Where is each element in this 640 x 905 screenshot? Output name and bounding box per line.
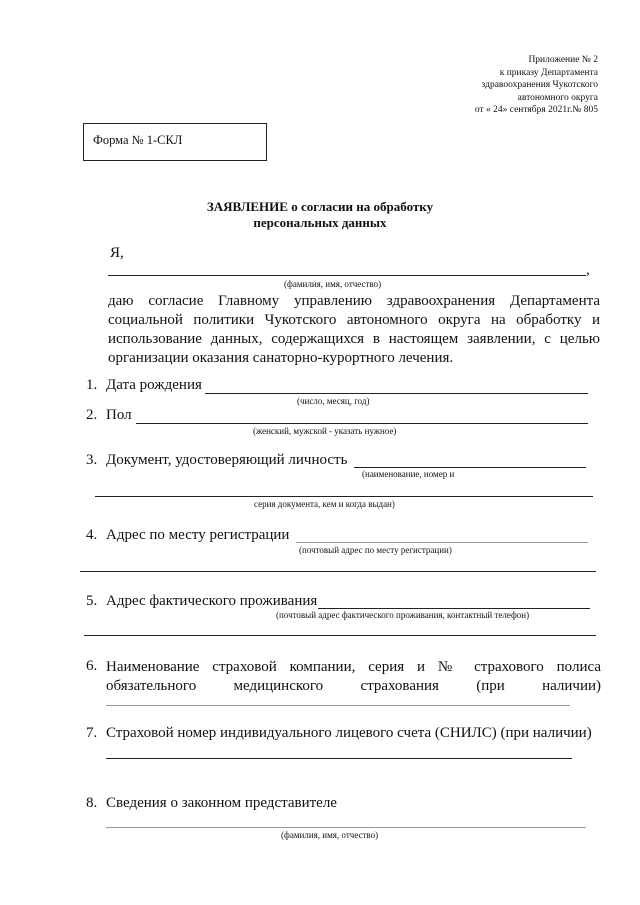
item-4-label: Адрес по месту регистрации bbox=[106, 527, 290, 543]
insurance-policy-line[interactable] bbox=[106, 705, 570, 706]
legal-representative-line[interactable] bbox=[106, 827, 586, 828]
item-5-label: Адрес фактического проживания bbox=[106, 593, 318, 609]
item-7-label: Страховой номер индивидуального лицевого счета (СНИЛС) (при наличии) bbox=[106, 725, 592, 741]
registration-address-line[interactable] bbox=[296, 542, 588, 543]
item-5-number: 5. bbox=[86, 593, 98, 609]
title-line: персональных данных bbox=[253, 215, 387, 230]
registration-address-line-2[interactable] bbox=[80, 571, 596, 572]
legal-representative-caption: (фамилия, имя, отчество) bbox=[281, 830, 379, 840]
registration-address-caption: (почтовый адрес по месту регистрации) bbox=[299, 545, 452, 555]
item-2-label: Пол bbox=[106, 407, 132, 423]
item-4-number: 4. bbox=[86, 527, 98, 543]
birth-date-line[interactable] bbox=[205, 393, 588, 394]
residence-address-line[interactable] bbox=[318, 608, 590, 609]
gender-line[interactable] bbox=[136, 423, 588, 424]
consent-paragraph: даю согласие Главному управлению здравоохранения Департамента социальной политики Чукотского автономного округа на обработку и использование данных, содержащихся в настоящем заявлении, с целью организации оказания санаторно-курортного лечения. bbox=[108, 293, 600, 366]
item-7-number: 7. bbox=[86, 725, 98, 741]
item-1-label: Дата рождения bbox=[106, 377, 202, 393]
intro-comma: , bbox=[586, 262, 590, 278]
appendix-line: от « 24» сентября 2021г.№ 805 bbox=[474, 105, 598, 115]
appendix-line: автономного округа bbox=[517, 92, 598, 103]
item-8-number: 8. bbox=[86, 795, 98, 811]
item-6-number: 6. bbox=[86, 658, 98, 674]
intro-pronoun: Я, bbox=[110, 245, 124, 261]
appendix-line: здравоохранения Чукотского bbox=[481, 80, 598, 90]
residence-address-caption: (почтовый адрес фактического проживания, контактный телефон) bbox=[276, 610, 530, 620]
snils-line[interactable] bbox=[106, 758, 572, 759]
item-6-line-1: Наименование страховой компании, серия и № страхового полиса bbox=[106, 659, 601, 675]
form-number-box bbox=[83, 123, 267, 161]
item-6-text bbox=[106, 658, 601, 696]
id-document-line-2[interactable] bbox=[95, 496, 593, 497]
appendix-line: Приложение № 2 bbox=[528, 55, 598, 65]
item-6-line-2: обязательного медицинского страхования (при наличии) bbox=[106, 678, 601, 694]
appendix-line: к приказу Департамента bbox=[499, 67, 598, 78]
full-name-line[interactable] bbox=[108, 275, 586, 276]
title-line: ЗАЯВЛЕНИЕ о согласии на обработку bbox=[206, 199, 434, 214]
residence-address-line-2[interactable] bbox=[84, 635, 596, 636]
item-3-number: 3. bbox=[86, 452, 98, 468]
item-3-label: Документ, удостоверяющий личность bbox=[106, 452, 348, 468]
birth-date-caption: (число, месяц, год) bbox=[297, 396, 370, 406]
id-document-caption-1: (наименование, номер и bbox=[362, 469, 455, 479]
full-name-caption: (фамилия, имя, отчество) bbox=[284, 279, 382, 289]
document-title bbox=[0, 199, 640, 231]
id-document-line[interactable] bbox=[354, 467, 586, 468]
gender-caption: (женский, мужской - указать нужное) bbox=[253, 426, 397, 436]
item-1-number: 1. bbox=[86, 377, 98, 393]
form-number-label: Форма № 1-СКЛ bbox=[93, 133, 183, 147]
appendix-header bbox=[475, 54, 598, 117]
id-document-caption-2: серия документа, кем и когда выдан) bbox=[254, 499, 395, 509]
item-8-label: Сведения о законном представителе bbox=[106, 795, 337, 811]
item-2-number: 2. bbox=[86, 407, 98, 423]
